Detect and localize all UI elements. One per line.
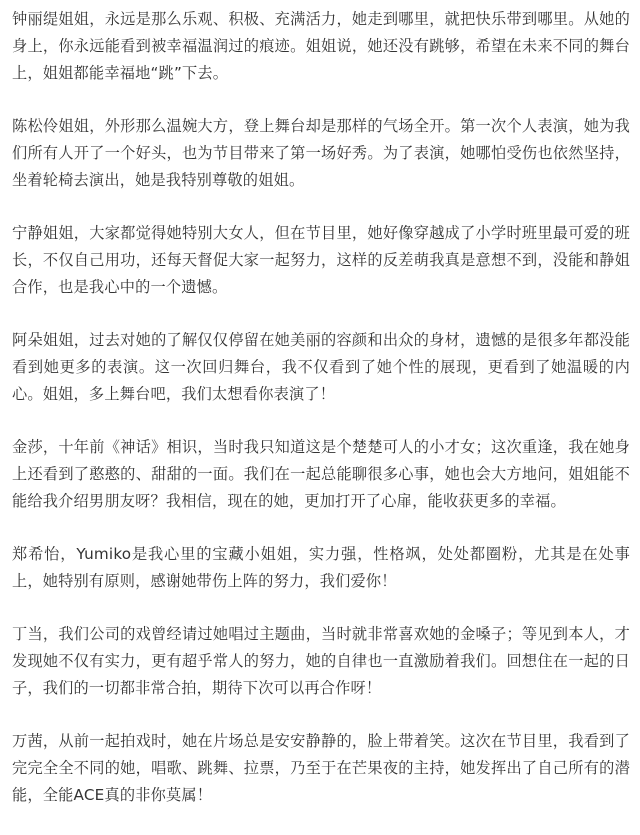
paragraph-ding-dang: 丁当，我们公司的戏曾经请过她唱过主题曲，当时就非常喜欢她的金嗓子；等见到本人，才发现她不仅有实力，更有超乎常人的努力，她的自律也一直激励着我们。回想住在一起的日子，我们的一切都非常合拍，期待下次可以再合作呀！ bbox=[12, 625, 630, 697]
paragraph-jin-sha: 金莎，十年前《神话》相识，当时我只知道这是个楚楚可人的小才女；这次重逢，我在她身上还看到了憨憨的、甜甜的一面。我们在一起总能聊很多心事，她也会大方地问，姐姐能不能给我介绍男朋友呀？我相信，现在的她，更加打开了心扉，能收获更多的幸福。 bbox=[12, 438, 630, 510]
article-body bbox=[12, 6, 630, 835]
paragraph-a-duo: 阿朵姐姐，过去对她的了解仅仅停留在她美丽的容颜和出众的身材，遗憾的是很多年都没能看到她更多的表演。这一次回归舞台，我不仅看到了她个性的展现，更看到了她温暖的内心。姐姐，多上舞台吧，我们太想看你表演了！ bbox=[12, 331, 630, 403]
paragraph-chen-songling: 陈松伶姐姐，外形那么温婉大方，登上舞台却是那样的气场全开。第一次个人表演，她为我们所有人开了一个好头，也为节目带来了第一场好秀。为了表演，她哪怕受伤也依然坚持，坐着轮椅去演出，她是我特别尊敬的姐姐。 bbox=[12, 117, 630, 189]
paragraph-zheng-xiyi: 郑希怡，Yumiko是我心里的宝藏小姐姐，实力强，性格飒，处处都圈粉，尤其是在处事上，她特别有原则，感谢她带伤上阵的努力，我们爱你！ bbox=[12, 545, 630, 590]
paragraph-wan-qian: 万茜，从前一起拍戏时，她在片场总是安安静静的，脸上带着笑。这次在节目里，我看到了完完全全不同的她，唱歌、跳舞、拉票，乃至于在芒果夜的主持，她发挥出了自己所有的潜能，全能ACE真的非你莫属！ bbox=[12, 732, 630, 804]
paragraph-ning-jing: 宁静姐姐，大家都觉得她特别大女人，但在节目里，她好像穿越成了小学时班里最可爱的班长，不仅自己用功，还每天督促大家一起努力，这样的反差萌我真是意想不到，没能和静姐合作，也是我心中的一个遗憾。 bbox=[12, 224, 630, 296]
paragraph-zhong-liti: 钟丽缇姐姐，永远是那么乐观、积极、充满活力，她走到哪里，就把快乐带到哪里。从她的身上，你永远能看到被幸福温润过的痕迹。姐姐说，她还没有跳够，希望在未来不同的舞台上，姐姐都能幸福地“跳”下去。 bbox=[12, 10, 630, 82]
